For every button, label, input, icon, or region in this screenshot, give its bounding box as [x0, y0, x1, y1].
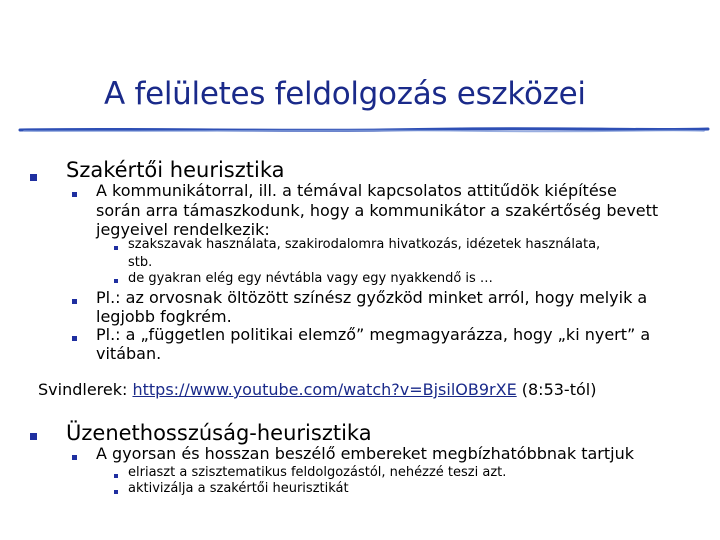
section1-point2-line1: Pl.: az orvosnak öltözött színész győzköd minket arról, hogy melyik a	[96, 288, 648, 307]
bullet-icon	[72, 299, 77, 304]
section2-sub1: elriaszt a szisztematikus feldolgozástól, nehézzé teszi azt.	[128, 465, 507, 480]
video-prefix: Svindlerek:	[38, 380, 133, 399]
youtube-link[interactable]: https://www.youtube.com/watch?v=BjsilOB9rXE	[132, 380, 517, 399]
video-suffix: (8:53-tól)	[516, 380, 597, 399]
slide-title: A felületes feldolgozás eszközei	[104, 76, 586, 112]
bullet-icon	[114, 246, 118, 250]
section1-point1-line1: A kommunikátorral, ill. a témával kapcsolatos attitűdök kiépítése	[96, 181, 617, 200]
section1-sub2: de gyakran elég egy névtábla vagy egy nyakkendő is …	[128, 271, 493, 286]
section1-point1-line3: jegyeivel rendelkezik:	[96, 220, 270, 239]
bullet-icon	[114, 490, 118, 494]
bullet-icon	[114, 474, 118, 478]
bullet-icon	[72, 336, 77, 341]
section1-sub1-line2: stb.	[128, 255, 153, 270]
section1-sub1-line1: szakszavak használata, szakirodalomra hivatkozás, idézetek használata,	[128, 237, 601, 252]
section2-sub2: aktivizálja a szakértői heurisztikát	[128, 481, 349, 496]
section2-point1: A gyorsan és hosszan beszélő embereket megbízhatóbbnak tartjuk	[96, 444, 634, 463]
section1-point2-line2: legjobb fogkrém.	[96, 307, 232, 326]
section2-heading: Üzenethosszúság-heurisztika	[66, 421, 372, 445]
section1-point3-line1: Pl.: a „független politikai elemző” megmagyarázza, hogy „ki nyert” a	[96, 325, 651, 344]
bullet-icon	[72, 455, 77, 460]
bullet-icon	[30, 433, 37, 440]
bullet-icon	[72, 192, 77, 197]
video-reference	[38, 382, 596, 398]
section1-point1-line2: során arra támaszkodunk, hogy a kommunikátor a szakértőség bevett	[96, 201, 659, 220]
bullet-icon	[114, 279, 118, 283]
section1-heading: Szakértői heurisztika	[66, 158, 285, 182]
section1-point3-line2: vitában.	[96, 344, 162, 363]
title-underline	[18, 126, 710, 134]
bullet-icon	[30, 174, 37, 181]
